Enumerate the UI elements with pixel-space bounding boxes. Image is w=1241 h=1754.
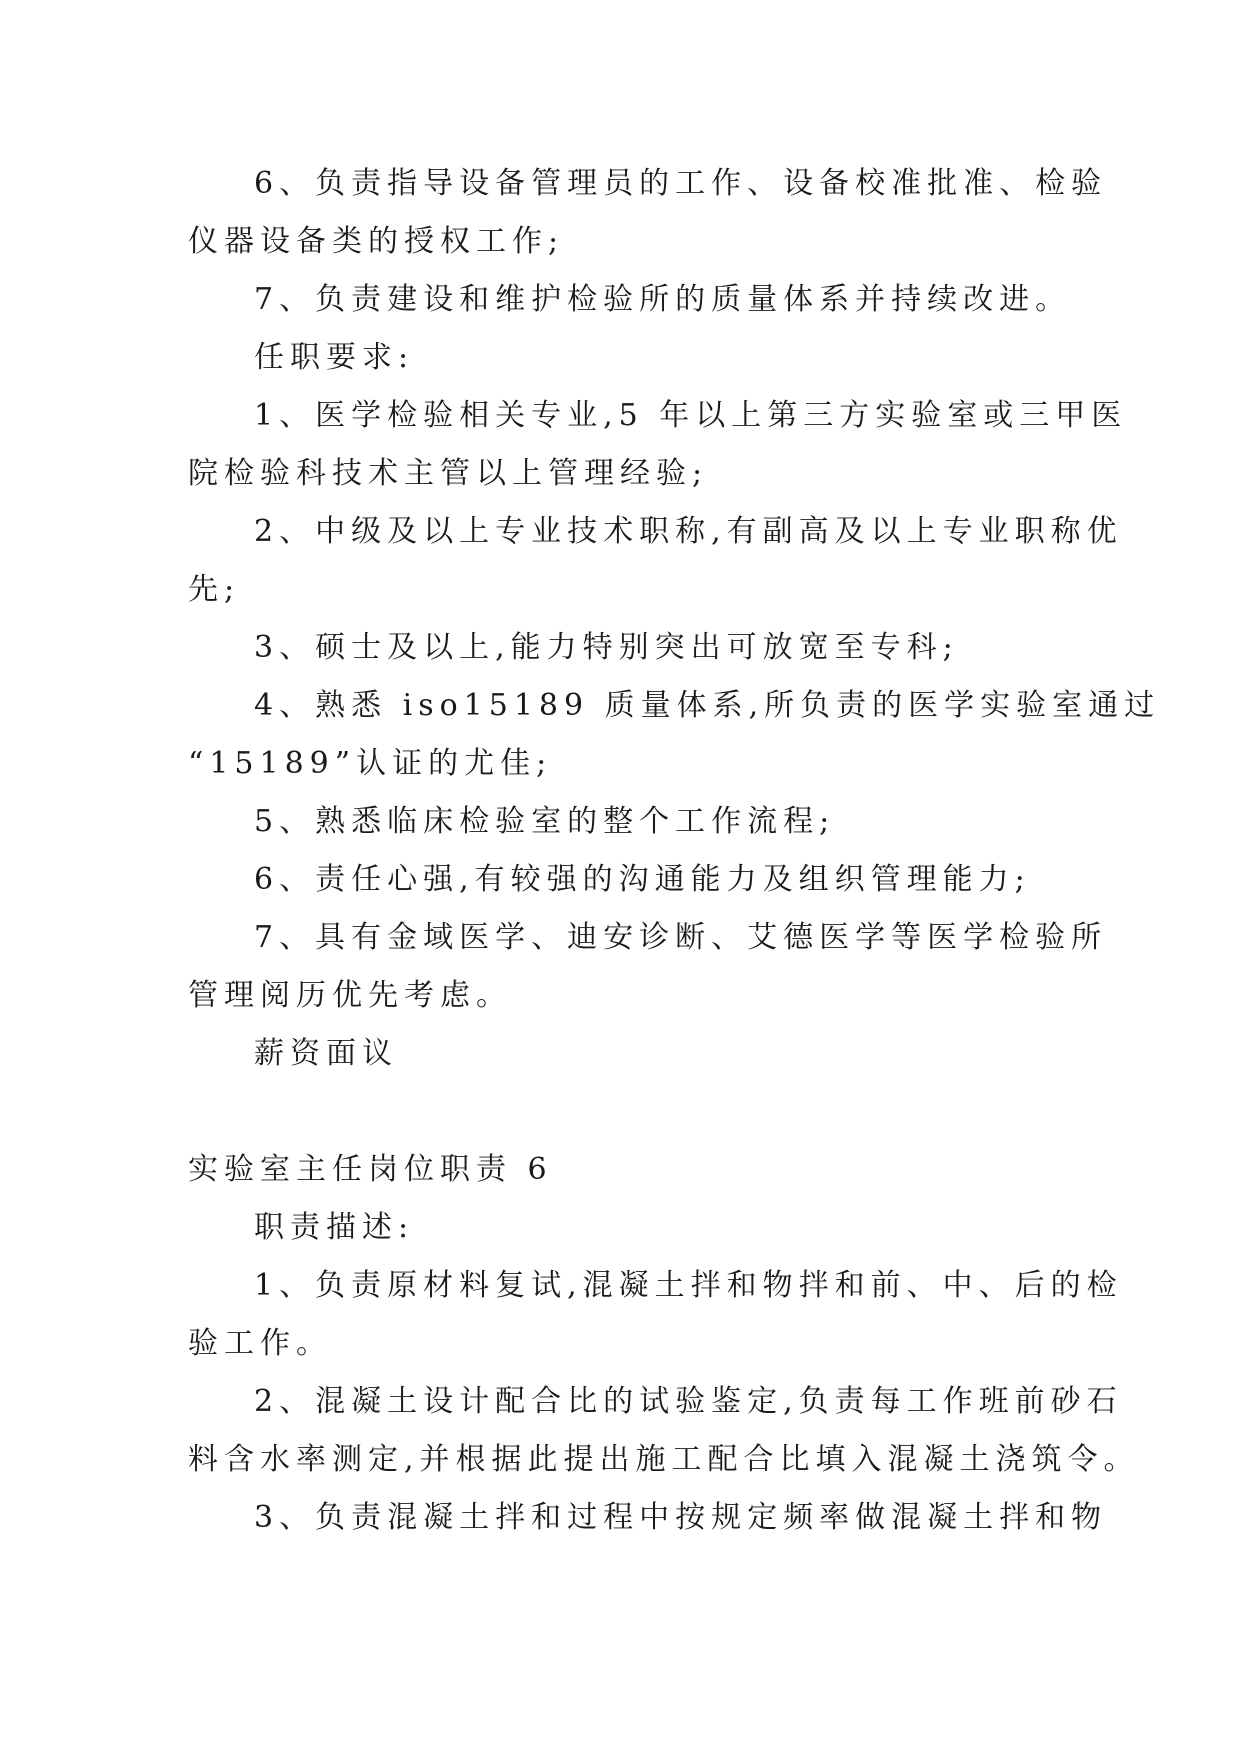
paragraph-line: 2、混凝土设计配合比的试验鉴定,负责每工作班前砂石 bbox=[254, 1384, 1123, 1419]
paragraph-line: 3、负责混凝土拌和过程中按规定频率做混凝土拌和物 bbox=[254, 1500, 1108, 1535]
paragraph-line: 5、熟悉临床检验室的整个工作流程; bbox=[254, 804, 836, 839]
paragraph-line: 薪资面议 bbox=[254, 1036, 398, 1071]
section-heading: 实验室主任岗位职责 6 bbox=[188, 1152, 553, 1187]
paragraph-line: 验工作。 bbox=[188, 1326, 332, 1361]
paragraph-line: 3、硕士及以上,能力特别突出可放宽至专科; bbox=[254, 630, 959, 665]
paragraph-line: 1、医学检验相关专业,5 年以上第三方实验室或三甲医 bbox=[254, 398, 1128, 433]
paragraph-line: “15189”认证的尤佳; bbox=[188, 746, 553, 781]
paragraph-line: 7、具有金域医学、迪安诊断、艾德医学等医学检验所 bbox=[254, 920, 1108, 955]
paragraph-line: 院检验科技术主管以上管理经验; bbox=[188, 456, 709, 491]
paragraph-line: 职责描述: bbox=[254, 1210, 415, 1245]
paragraph-line: 仪器设备类的授权工作; bbox=[188, 224, 565, 259]
paragraph-line: 料含水率测定,并根据此提出施工配合比填入混凝土浇筑令。 bbox=[188, 1442, 1140, 1477]
paragraph-line: 任职要求: bbox=[254, 340, 415, 375]
paragraph-line: 6、负责指导设备管理员的工作、设备校准批准、检验 bbox=[254, 166, 1108, 201]
paragraph-line: 6、责任心强,有较强的沟通能力及组织管理能力; bbox=[254, 862, 1031, 897]
paragraph-line: 7、负责建设和维护检验所的质量体系并持续改进。 bbox=[254, 282, 1072, 317]
paragraph-line: 1、负责原材料复试,混凝土拌和物拌和前、中、后的检 bbox=[254, 1268, 1123, 1303]
paragraph-line: 管理阅历优先考虑。 bbox=[188, 978, 512, 1013]
paragraph-line: 2、中级及以上专业技术职称,有副高及以上专业职称优 bbox=[254, 514, 1123, 549]
paragraph-line: 先; bbox=[188, 572, 241, 607]
paragraph-line: 4、熟悉 iso15189 质量体系,所负责的医学实验室通过 bbox=[254, 688, 1161, 723]
